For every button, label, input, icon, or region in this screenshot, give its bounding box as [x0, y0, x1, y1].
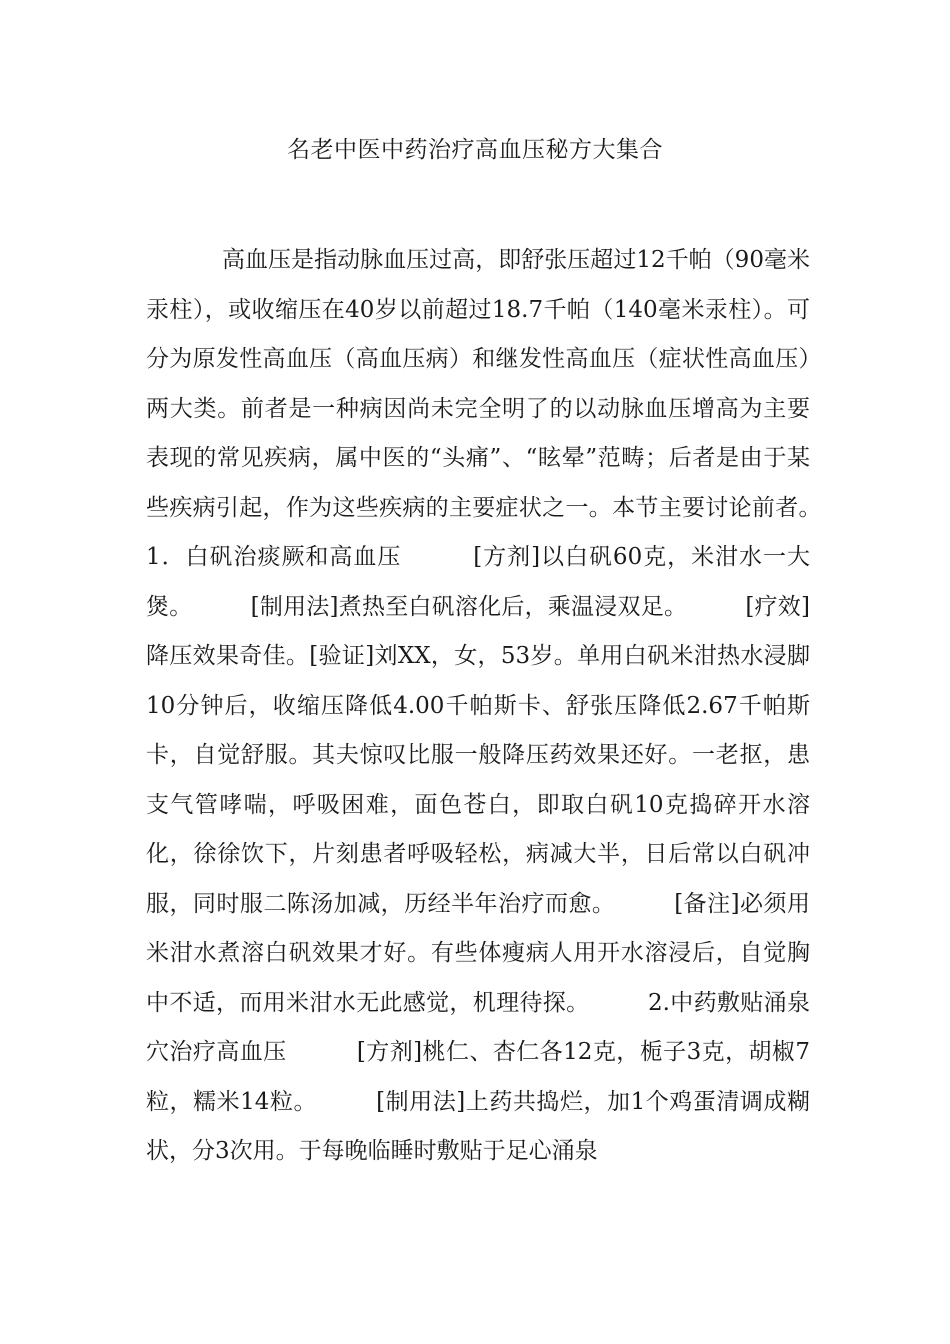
document-body-paragraph: 高血压是指动脉血压过高，即舒张压超过12千帕（90毫米汞柱），或收缩压在40岁以前超过18.7千帕（140毫米汞柱）。可分为原发性高血压（高血压病）和继发性高血压（症状性高血压）两大类。前者是一种病因尚未完全明了的以动脉血压增高为主要表现的常见疾病，属中医的“头痛”、“眩晕”范畴；后者是由于某些疾病引起，作为这些疾病的主要症状之一。本节主要讨论前者。 1．白矾治痰厥和高血压 [方剂]以白矾60克，米泔水一大煲。 [制用法]煮热至白矾溶化后，乘温浸双足。 [疗效]降压效果奇佳。[验证]刘XX，女，53岁。单用白矾米泔热水浸脚10分钟后，收缩压降低4.00千帕斯卡、舒张压降低2.67千帕斯卡，自觉舒服。其夫惊叹比服一般降压药效果还好。一老抠，患支气管哮喘，呼吸困难，面色苍白，即取白矾10克捣碎开水溶化，徐徐饮下，片刻患者呼吸轻松，病减大半，日后常以白矾冲服，同时服二陈汤加减，历经半年治疗而愈。 [备注]必须用米泔水煮溶白矾效果才好。有些体瘦病人用开水溶浸后，自觉胸中不适，而用米泔水无此感觉，机理待探。 2.中药敷贴涌泉穴治疗高血压 [方剂]桃仁、杏仁各12克，栀子3克，胡椒7粒，糯米14粒。 [制用法]上药共捣烂，加1个鸡蛋清调成糊状，分3次用。于每晚临睡时敷贴于足心涌泉 — [146, 247, 879, 1164]
document-title: 名老中医中药治疗高血压秘方大集合 — [287, 137, 663, 163]
